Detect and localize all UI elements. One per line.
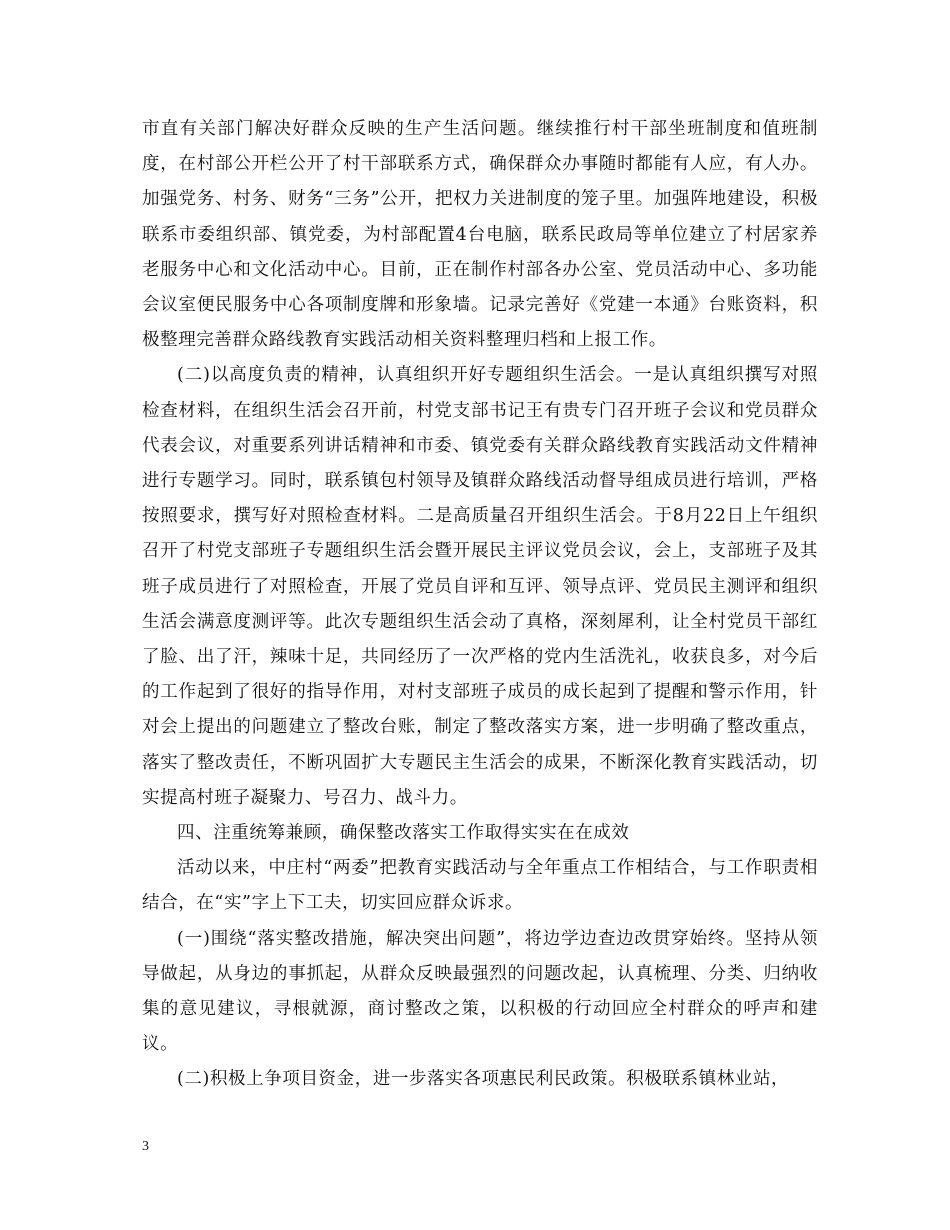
paragraph-item-2: (二)积极上争项目资金，进一步落实各项惠民利民政策。积极联系镇林业站， xyxy=(177,1069,790,1090)
body-text xyxy=(142,112,818,1098)
section-heading-4: 四、注重统筹兼顾，确保整改落实工作取得实实在在成效 xyxy=(177,823,630,844)
paragraph-activity-intro: 活动以来，中庄村“两委”把教育实践活动与全年重点工作相结合，与工作职责相结合，在“实”字上下工夫，切实回应群众诉求。 xyxy=(142,858,818,914)
page-number: 3 xyxy=(142,1139,149,1154)
paragraph-item-1: (一)围绕“落实整改措施，解决突出问题”，将边学边查边改贯穿始终。坚持从领导做起，从身边的事抓起，从群众反映最强烈的问题改起，认真梳理、分类、归纳收集的意见建议，寻根就源，商讨整改之策，以积极的行动回应全村群众的呼声和建议。 xyxy=(142,928,818,1055)
paragraph-continued: 市直有关部门解决好群众反映的生产生活问题。继续推行村干部坐班制度和值班制度，在村部公开栏公开了村干部联系方式，确保群众办事随时都能有人应，有人办。加强党务、村务、财务“三务”公开，把权力关进制度的笼子里。加强阵地建设，积极联系市委组织部、镇党委，为村部配置4台电脑，联系民政局等单位建立了村居家养老服务中心和文化活动中心。目前，正在制作村部各办公室、党员活动中心、多功能会议室便民服务中心各项制度牌和形象墙。记录完善好《党建一本通》台账资料，积极整理完善群众路线教育实践活动相关资料整理归档和上报工作。 xyxy=(142,119,818,351)
paragraph-section-2-meeting: (二)以高度负责的精神，认真组织开好专题组织生活会。一是认真组织撰写对照检查材料，在组织生活会召开前，村党支部书记王有贵专门召开班子会议和党员群众代表会议，对重要系列讲话精神和市委、镇党委有关群众路线教育实践活动文件精神进行专题学习。同时，联系镇包村领导及镇群众路线活动督导组成员进行培训，严格按照要求，撰写好对照检查材料。二是高质量召开组织生活会。于8月22日上午组织召开了村党支部班子专题组织生活会暨开展民主评议党员会议，会上，支部班子及其班子成员进行了对照检查，开展了党员自评和互评、领导点评、党员民主测评和组织生活会满意度测评等。此次专题组织生活会动了真格，深刻犀利，让全村党员干部红了脸、出了汗，辣味十足，共同经历了一次严格的党内生活洗礼，收获良多，对今后的工作起到了很好的指导作用，对村支部班子成员的成长起到了提醒和警示作用，针对会上提出的问题建立了整改台账，制定了整改落实方案，进一步明确了整改重点，落实了整改责任，不断巩固扩大专题民主生活会的成果，不断深化教育实践活动，切实提高村班子凝聚力、号召力、战斗力。 xyxy=(142,365,818,808)
